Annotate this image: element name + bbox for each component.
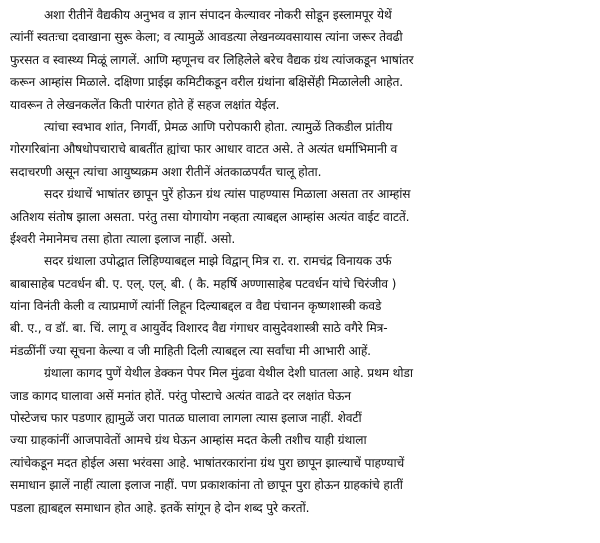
paragraph-4 [10, 250, 592, 362]
text-line: अशा रीतीनें वैद्यकीय अनुभव व ज्ञान संपादन केल्यावर नोकरी सोडून इस्लामपूर येथें [44, 8, 392, 22]
paragraph-5 [10, 362, 592, 519]
text-line: ग्रंथाला कागद पुणें येथील डेक्कन पेपर मिल मुंढवा येथील देशी घातला आहे. प्रथम थोडा [44, 366, 413, 381]
text-line: मंडळींनीं ज्या सूचना केल्या व जी माहिती दिली त्याबद्दल त्या सर्वांचा मी आभारी आहें. [10, 343, 371, 358]
text-line: जाड कागद घालावा असें मनांत होतें. परंतु पोस्टाचे अत्यंत वाढते दर लक्षांत घेऊन [10, 388, 351, 403]
text-line: त्यांचेकडून मदत होईल असा भरंवसा आहे. भाषांतरकारांना ग्रंथ पुरा छापून झाल्याचें पाहण्याचें [10, 455, 405, 470]
text-line: बी. ए., व डॉ. बा. चिं. लागू व आयुर्वेद विशारद वैद्य गंगाधर वासुदेवशास्त्री साठे वगैरे मित्र- [10, 321, 388, 336]
text-line: गोरगरिबांना औषधोपचाराचे बाबतींत ह्यांचा फार आधार वाटत असे. ते अत्यंत धर्माभिमानी व [10, 142, 398, 157]
text-line: अतिशय संतोष झाला असता. परंतु तसा योगायोग नव्हता त्याबद्दल आम्हांस अत्यंत वाईट वाटतें. [10, 209, 410, 224]
text-line: पोस्टेजच फार पडणार ह्यामुळें जरा पातळ घालावा लागला त्यास इलाज नाहीं. शेवटीं [10, 411, 362, 426]
text-line: ज्या ग्राहकांनीं आजपावेतों आमचे ग्रंथ घेऊन आम्हांस मदत केली तशीच याही ग्रंथाला [10, 433, 367, 448]
text-line: त्यांनीं स्वतःचा दवाखाना सुरू केला; व त्यामुळें आवडत्या लेखनव्यवसायास त्यांना जरूर तेवढी [10, 30, 403, 45]
text-line: बाबासाहेब पटवर्धन बी. ए. एल्. एल्. बी. ( कै. महर्षि अण्णासाहेब पटवर्धन यांचे चिरंजीव ) [10, 276, 397, 291]
text-line: सदर ग्रंथाला उपोद्घात लिहिण्याबद्दल माझे विद्वान् मित्र रा. रा. रामचंद्र विनायक उर्फ [44, 254, 392, 269]
text-line: सदर ग्रंथाचें भाषांतर छापून पुरें होऊन ग्रंथ त्यांस पाहण्यास मिळाला असता तर आम्हांस [44, 187, 411, 202]
text-line: ईश्वरी नेमानेमच तसा होता त्याला इलाज नाहीं. असो. [10, 231, 236, 246]
text-line: त्यांचा स्वभाव शांत, निगर्वी, प्रेमळ आणि परोपकारी होता. त्यामुळें तिकडील प्रांतीय [44, 119, 393, 134]
text-line: करून आम्हांस मिळाले. दक्षिणा प्राईझ कमिटीकडून वरील ग्रंथांना बक्षिसेंही मिळालेली आहेत. [10, 75, 403, 90]
paragraph-3 [10, 183, 592, 250]
text-line: यांना विनंती केली व त्याप्रमाणें त्यांनीं लिहून दिल्याबद्दल व वैद्य पंचानन कृष्णशास्त्री कवडे [10, 299, 382, 314]
text-line: यावरून ते लेखनकलेंत किती पारंगत होते हें सहज लक्षांत येईल. [10, 97, 280, 112]
text-line: फुरसत व स्वास्थ्य मिळूं लागलें. आणि म्हणूनच वर लिहिलेले बरेच वैद्यक ग्रंथ त्यांजकडून भाषांतर [10, 52, 414, 67]
paragraph-2 [10, 116, 592, 183]
paragraph-1 [10, 4, 592, 116]
text-line: सदाचरणी असून त्यांचा आयुष्यक्रम अशा रीतीनें अंतकाळपर्यंत चालू होता. [10, 164, 322, 179]
text-line: पडला ह्याबद्दल समाधान होत आहे. इतकें सांगून हे दोन शब्द पुरे करतों. [10, 500, 310, 515]
text-line: समाधान झालें नाहीं त्याला इलाज नाहीं. पण प्रकाशकांना तो छापून पुरा होऊन ग्राहकांचे हातीं [10, 478, 403, 493]
